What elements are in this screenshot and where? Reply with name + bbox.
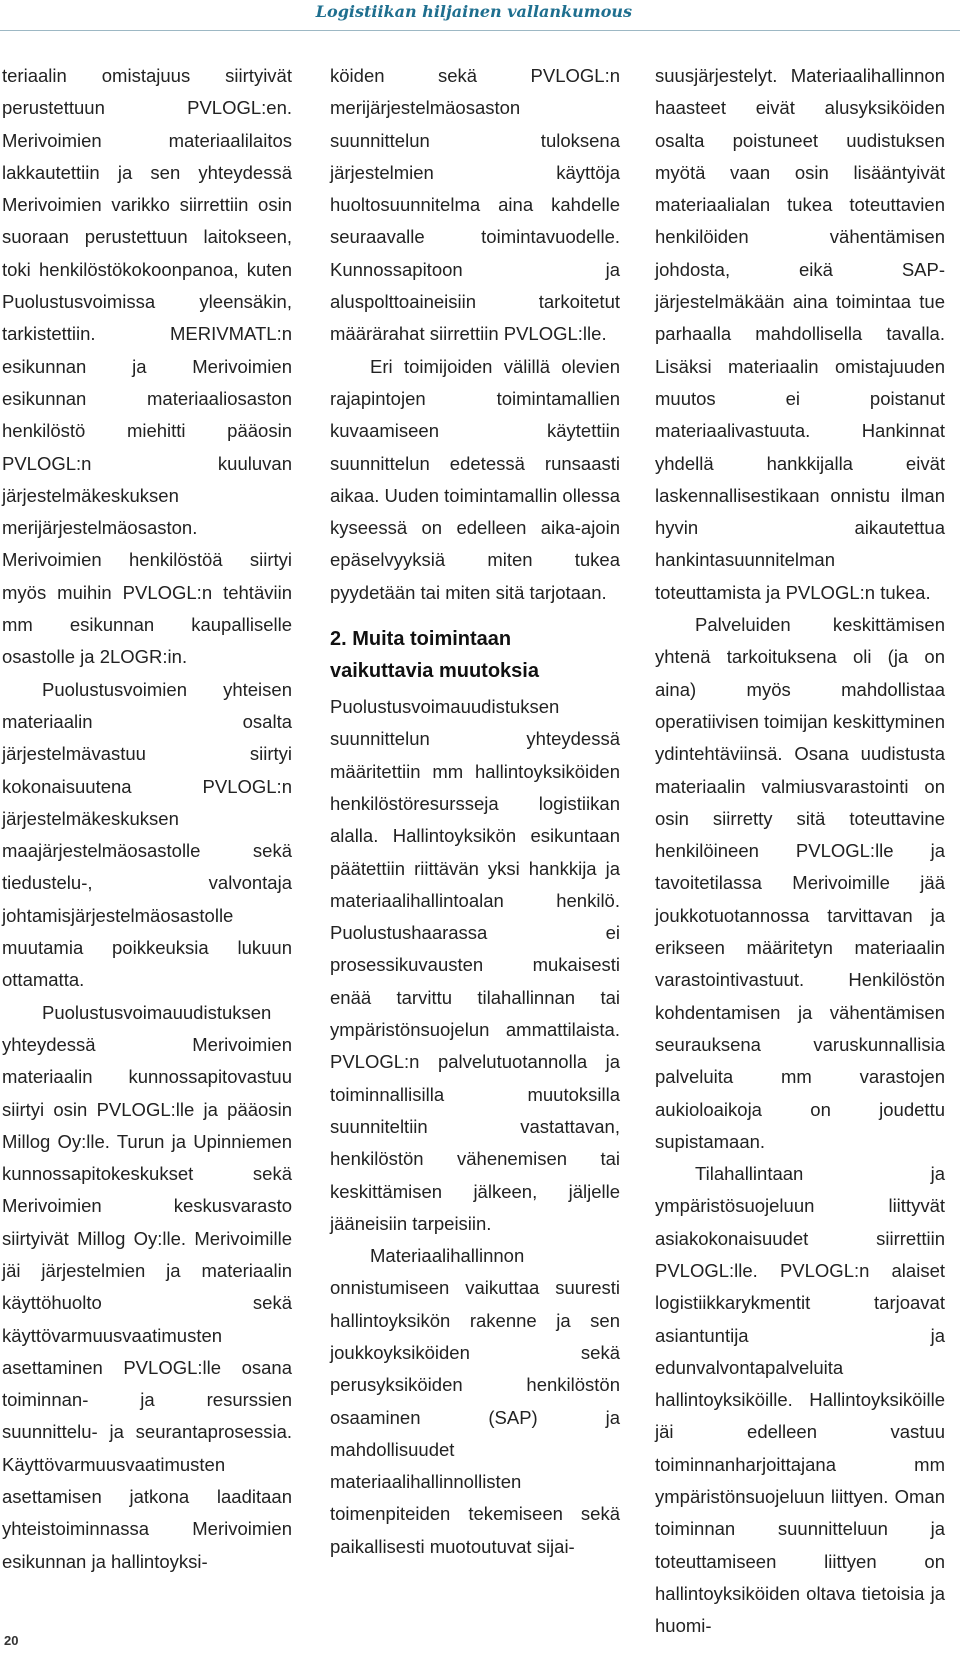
paragraph: Puolustusvoimauudistuksen yhteydessä Merivoimien materiaalin kunnossapitovastuu siirtyi osin PVLOGL:lle ja pääosin Millog Oy:lle. Turun ja Upinniemen kunnossapitokeskukset sekä Merivoimien keskusvarasto siirtyivät Millog Oy:lle. Merivoimille jäi järjestelmien ja materiaalin käyttöhuolto sekä käyttövarmuusvaatimusten asettaminen PVLOGL:lle osana toiminnan- ja resurssien suunnittelu- ja seurantaprosessia. Käyttövarmuusvaatimusten asettamisen jatkona laaditaan yhteistoiminnassa Merivoimien esikunnan ja hallintoyksi- bbox=[2, 1001, 292, 1572]
text-column-3 bbox=[655, 60, 945, 1643]
paragraph: teriaalin omistajuus siirtyivät perustettuun PVLOGL:en. Merivoimien materiaalilaitos lakkautettiin ja sen yhteydessä Merivoimien varikko siirrettiin osin suoraan perustettuun laitokseen, toki henkilöstökokoonpanoa, kuten Puolustusvoimissa yleensäkin, tarkistettiin. MERIVMATL:n esikunnan ja Merivoimien esikunnan materiaaliosaston henkilöstö miehitti pääosin PVLOGL:n kuuluvan järjestelmäkeskuksen merijärjestelmäosaston. Merivoimien henkilöstöä siirtyi myös muihin PVLOGL:n tehtäviin mm esikunnan kaupalliselle osastolle ja 2LOGR:in. bbox=[2, 65, 292, 668]
paragraph: Palveluiden keskittämisen yhtenä tarkoituksena oli (ja on aina) myös mahdollistaa operatiivisen toimijan keskittyminen ydintehtäviinsä. Osana uudistusta materiaalin valmiusvarastointi on osin siirretty sitä toteuttavine henkilöineen PVLOGL:lle ja tavoitetilassa Merivoimille jää joukkotuotannossa tarvittavan ja erikseen määritetyn materiaalin varastointivastuut. Henkilöstön kohdentamisen ja vähentämisen seurauksena varuskunnallisia palveluita mm varastojen aukioloaikoja on joudettu supistamaan. bbox=[655, 614, 945, 1152]
page-number: 20 bbox=[4, 1633, 19, 1648]
text-column-1 bbox=[2, 60, 292, 1578]
paragraph: Puolustusvoimien yhteisen materiaalin osalta järjestelmävastuu siirtyi kokonaisuutena PVLOGL:n järjestelmäkeskuksen maajärjestelmäosastolle sekä tiedustelu-, valvontaja johtamisjärjestelmäosastolle muutamia poikkeuksia lukuun ottamatta. bbox=[2, 678, 292, 991]
paragraph: Eri toimijoiden välillä olevien rajapintojen toimintamallien kuvaamiseen käytettiin suunnittelun edetessä runsaasti aikaa. Uuden toimintamallin ollessa kyseessä on edelleen aika-ajoin epäselvyyksiä miten tukea pyydetään tai miten sitä tarjotaan. bbox=[330, 355, 620, 603]
header-rule bbox=[0, 30, 960, 31]
section-heading: 2. Muita toimintaan vaikuttavia muutoksia bbox=[330, 628, 539, 683]
paragraph: Tilahallintaan ja ympäristösuojeluun liittyvät asiakokonaisuudet siirrettiin PVLOGL:lle. PVLOGL:n alaiset logistiikkarykmentit tarjoavat asiantuntija ja edunvalvontapalveluita hallintoyksiköille. Hallintoyksiköille jäi edelleen vastuu toiminnanharjoittajana mm ympäristönsuojeluun liittyen. Oman toiminnan suunnitteluun ja toteuttamiseen liittyen on hallintoyksiköiden oltava tietoisia ja huomi- bbox=[655, 1163, 945, 1637]
paragraph: Puolustusvoimauudistuksen suunnittelun yhteydessä määritettiin mm hallintoyksiköiden henkilöstöresursseja logistiikan alalla. Hallintoyksikön esikuntaan päätettiin riittävän yksi hankkija ja materiaalihallintoalan henkilö. Puolustushaarassa ei prosessikuvausten mukaisesti enää tarvittu tilahallinnan tai ympäristönsuojelun ammattilaista. PVLOGL:n palvelutuotannolla ja toiminnallisilla muutoksilla suunniteltiin vastattavan, henkilöstön vähenemisen tai keskittämisen jälkeen, jäljelle jääneisiin tarpeisiin. bbox=[330, 696, 620, 1234]
page-header bbox=[0, 0, 960, 36]
paragraph: suusjärjestelyt. Materiaalihallinnon haasteet eivät alusyksiköiden osalta poistuneet uudistuksen myötä vaan osin lisääntyivät materiaalialan tukea toteuttavien henkilöiden vähentämisen johdosta, eikä SAP-järjestelmäkään aina toimintaa tue parhaalla mahdollisella tavalla. Lisäksi materiaalin omistajuuden muutos ei poistanut materiaalivastuuta. Hankinnat yhdellä hankkijalla eivät laskennallisestikaan onnistu ilman hyvin aikautettua hankintasuunnitelman toteuttamista ja PVLOGL:n tukea. bbox=[655, 65, 945, 603]
running-head: Logistiikan hiljainen vallankumous bbox=[315, 2, 632, 21]
paragraph: köiden sekä PVLOGL:n merijärjestelmäosaston suunnittelun tuloksena järjestelmien käyttöja huoltosuunnitelma aina kahdelle seuraavalle toimintavuodelle. Kunnossapitoon ja aluspolttoaineisiin tarkoitetut määrärahat siirrettiin PVLOGL:lle. bbox=[330, 65, 620, 345]
paragraph: Materiaalihallinnon onnistumiseen vaikuttaa suuresti hallintoyksikön rakenne ja sen joukkoyksiköiden sekä perusyksiköiden henkilöstön osaaminen (SAP) ja mahdollisuudet materiaalihallinnollisten toimenpiteiden tekemiseen sekä paikallisesti muotoutuvat sijai- bbox=[330, 1245, 620, 1557]
text-column-2 bbox=[330, 60, 620, 1563]
